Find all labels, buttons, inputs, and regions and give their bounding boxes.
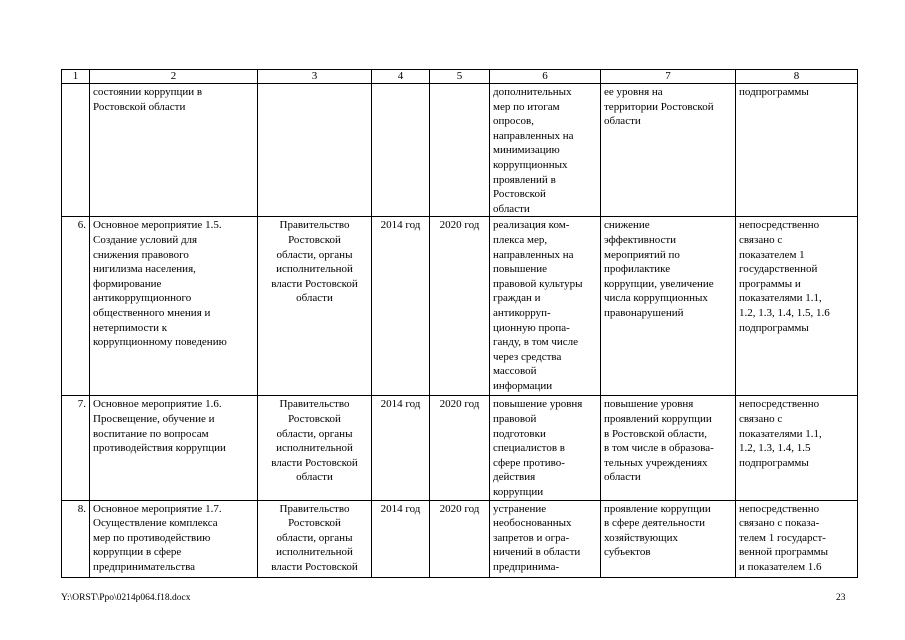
consequences: снижение эффективности мероприятий по профилактике коррупции, увеличение числа коррупционных правонарушений bbox=[601, 217, 736, 396]
executor: Правительство Ростовской области, органы исполнительной власти Ростовской области bbox=[258, 396, 372, 500]
col-header-3: 3 bbox=[258, 70, 372, 84]
row-number bbox=[62, 84, 90, 217]
measures-table bbox=[61, 69, 858, 578]
start-year: 2014 год bbox=[372, 500, 430, 577]
measure-name: Основное мероприятие 1.7. Осуществление комплекса мер по противодействию коррупции в сфере предпринимательства bbox=[90, 500, 258, 577]
col-header-5: 5 bbox=[430, 70, 490, 84]
start-year bbox=[372, 84, 430, 217]
table-row bbox=[62, 217, 858, 396]
col-header-4: 4 bbox=[372, 70, 430, 84]
table-row bbox=[62, 396, 858, 500]
col-header-8: 8 bbox=[736, 70, 858, 84]
end-year bbox=[430, 84, 490, 217]
page-number: 23 bbox=[836, 593, 846, 603]
expected-result: повышение уровня правовой подготовки специалистов в сфере противо- действия коррупции bbox=[490, 396, 601, 500]
row-number: 7. bbox=[62, 396, 90, 500]
start-year: 2014 год bbox=[372, 217, 430, 396]
executor: Правительство Ростовской области, органы исполнительной власти Ростовской области bbox=[258, 217, 372, 396]
end-year: 2020 год bbox=[430, 217, 490, 396]
measure-name: состоянии коррупции в Ростовской области bbox=[90, 84, 258, 217]
consequences: повышение уровня проявлений коррупции в Ростовской области, в том числе в образова- тельных учреждениях области bbox=[601, 396, 736, 500]
consequences: ее уровня на территории Ростовской области bbox=[601, 84, 736, 217]
expected-result: дополнительных мер по итогам опросов, направленных на минимизацию коррупционных проявлений в Ростовской области bbox=[490, 84, 601, 217]
col-header-1: 1 bbox=[62, 70, 90, 84]
indicator-link: непосредственно связано с показателем 1 государственной программы и показателями 1.1, 1.2, 1.3, 1.4, 1.5, 1.6 подпрограммы bbox=[736, 217, 858, 396]
executor: Правительство Ростовской области, органы исполнительной власти Ростовской bbox=[258, 500, 372, 577]
col-header-6: 6 bbox=[490, 70, 601, 84]
row-number: 8. bbox=[62, 500, 90, 577]
document-path: Y:\ORST\Ppo\0214p064.f18.docx bbox=[61, 593, 191, 603]
col-header-7: 7 bbox=[601, 70, 736, 84]
table-row bbox=[62, 84, 858, 217]
indicator-link: непосредственно связано с показа- телем 1 государст- венной программы и показателем 1.6 bbox=[736, 500, 858, 577]
col-header-2: 2 bbox=[90, 70, 258, 84]
expected-result: устранение необоснованных запретов и огра- ничений в области предпринима- bbox=[490, 500, 601, 577]
indicator-link: непосредственно связано с показателями 1.1, 1.2, 1.3, 1.4, 1.5 подпрограммы bbox=[736, 396, 858, 500]
measure-name: Основное мероприятие 1.6. Просвещение, обучение и воспитание по вопросам противодействия коррупции bbox=[90, 396, 258, 500]
end-year: 2020 год bbox=[430, 396, 490, 500]
executor bbox=[258, 84, 372, 217]
end-year: 2020 год bbox=[430, 500, 490, 577]
consequences: проявление коррупции в сфере деятельности хозяйствующих субъектов bbox=[601, 500, 736, 577]
indicator-link: подпрограммы bbox=[736, 84, 858, 217]
expected-result: реализация ком- плекса мер, направленных на повышение правовой культуры граждан и антикорруп- ционную пропа- ганду, в том числе через средства массовой информации bbox=[490, 217, 601, 396]
table-header-row bbox=[62, 70, 858, 84]
measure-name: Основное мероприятие 1.5. Создание условий для снижения правового нигилизма населения, формирование антикоррупционного общественного мнения и нетерпимости к коррупционному поведению bbox=[90, 217, 258, 396]
row-number: 6. bbox=[62, 217, 90, 396]
table-row bbox=[62, 500, 858, 577]
start-year: 2014 год bbox=[372, 396, 430, 500]
